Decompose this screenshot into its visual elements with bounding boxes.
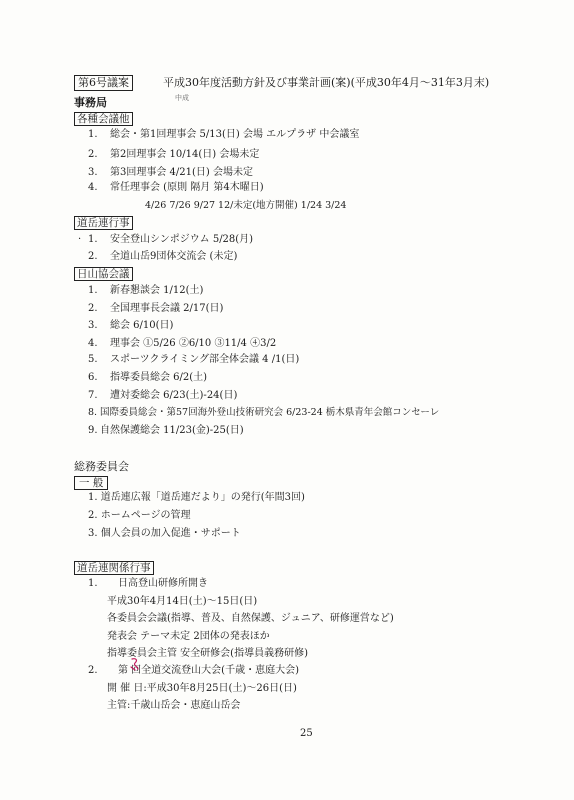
list-item: 4. 理事会 ①5/26 ②6/10 ③11/4 ④3/2: [88, 338, 277, 349]
handwritten-correction-mark: [130, 657, 140, 671]
list-item: 1. 道岳連広報「道岳連だより」の発行(年間3回): [88, 492, 305, 503]
section-label-doren: 道岳連行事: [74, 216, 133, 230]
list-item: 2. 全国理事長会議 2/17(日): [88, 303, 224, 314]
detail-line: 主管:千歳山岳会・恵庭山岳会: [107, 700, 241, 711]
general-affairs-heading: 総務委員会: [74, 460, 129, 473]
list-item: 2. 第2回理事会 10/14(日) 会場未定: [88, 149, 260, 160]
list-item: 2. 全道山岳9団体交流会 (未定): [88, 251, 238, 262]
list-item: 8. 国際委員総会・第57回海外登山技術研究会 6/23-24 栃木県青年会館コンセーレ: [88, 407, 440, 418]
list-item: 3. 総会 6/10(日): [88, 320, 174, 331]
list-item: 5. スポーツクライミング部全体会議 4 /1(日): [88, 354, 300, 365]
list-item: 1. 日高登山研修所開き: [88, 578, 208, 589]
document-title: 平成30年度活動方針及び事業計画(案)(平成30年4月～31年3月末): [163, 76, 490, 89]
list-item: 2. ホームページの管理: [88, 510, 191, 521]
list-item: 6. 指導委員総会 6/2(土): [88, 372, 208, 383]
detail-line: 指導委員会主管 安全研修会(指導員義務研修): [107, 648, 308, 659]
list-item: 9. 自然保護総会 11/23(金)-25(日): [88, 425, 244, 436]
detail-line: 開 催 日:平成30年8月25日(土)～26日(日): [107, 683, 297, 694]
agenda-number-box: 第6号議案: [74, 75, 133, 91]
list-item: · 1. 安全登山シンポジウム 5/28(月): [78, 234, 254, 245]
list-item: 3. 第3回理事会 4/21(日) 会場未定: [88, 167, 253, 178]
page-number: 25: [300, 728, 313, 739]
bureau-heading: 事務局: [74, 96, 107, 109]
detail-line: 発表会 テーマ未定 2団体の発表ほか: [107, 631, 270, 642]
section-label-nichizan: 日山協会議: [74, 267, 133, 281]
detail-line: 各委員会会議(指導、普及、自然保護、ジュニア、研修運営など): [107, 613, 394, 624]
section-label-meetings: 各種会議他: [74, 112, 133, 126]
list-item: 3. 個人会員の加入促進・サポート: [88, 528, 241, 539]
general-box-label: 一 般: [74, 476, 108, 490]
title-initials: 中成: [175, 94, 189, 102]
detail-line: 平成30年4月14日(土)～15日(日): [107, 596, 258, 607]
list-item: 2. 第 回全道交流登山大会(千歳・恵庭大会): [88, 665, 299, 676]
list-item: 7. 遭対委総会 6/23(土)-24(日): [88, 390, 238, 401]
list-item: 1. 新春懇談会 1/12(土): [88, 285, 204, 296]
schedule-line: 4/26 7/26 9/27 12/未定(地方開催) 1/24 3/24: [145, 200, 347, 211]
list-item: 1. 総会・第1回理事会 5/13(日) 会場 エルプラザ 中会議室: [88, 129, 360, 140]
list-item: 4. 常任理事会 (原則 隔月 第4木曜日): [88, 182, 264, 193]
section-label-related: 道岳連関係行事: [74, 561, 154, 575]
